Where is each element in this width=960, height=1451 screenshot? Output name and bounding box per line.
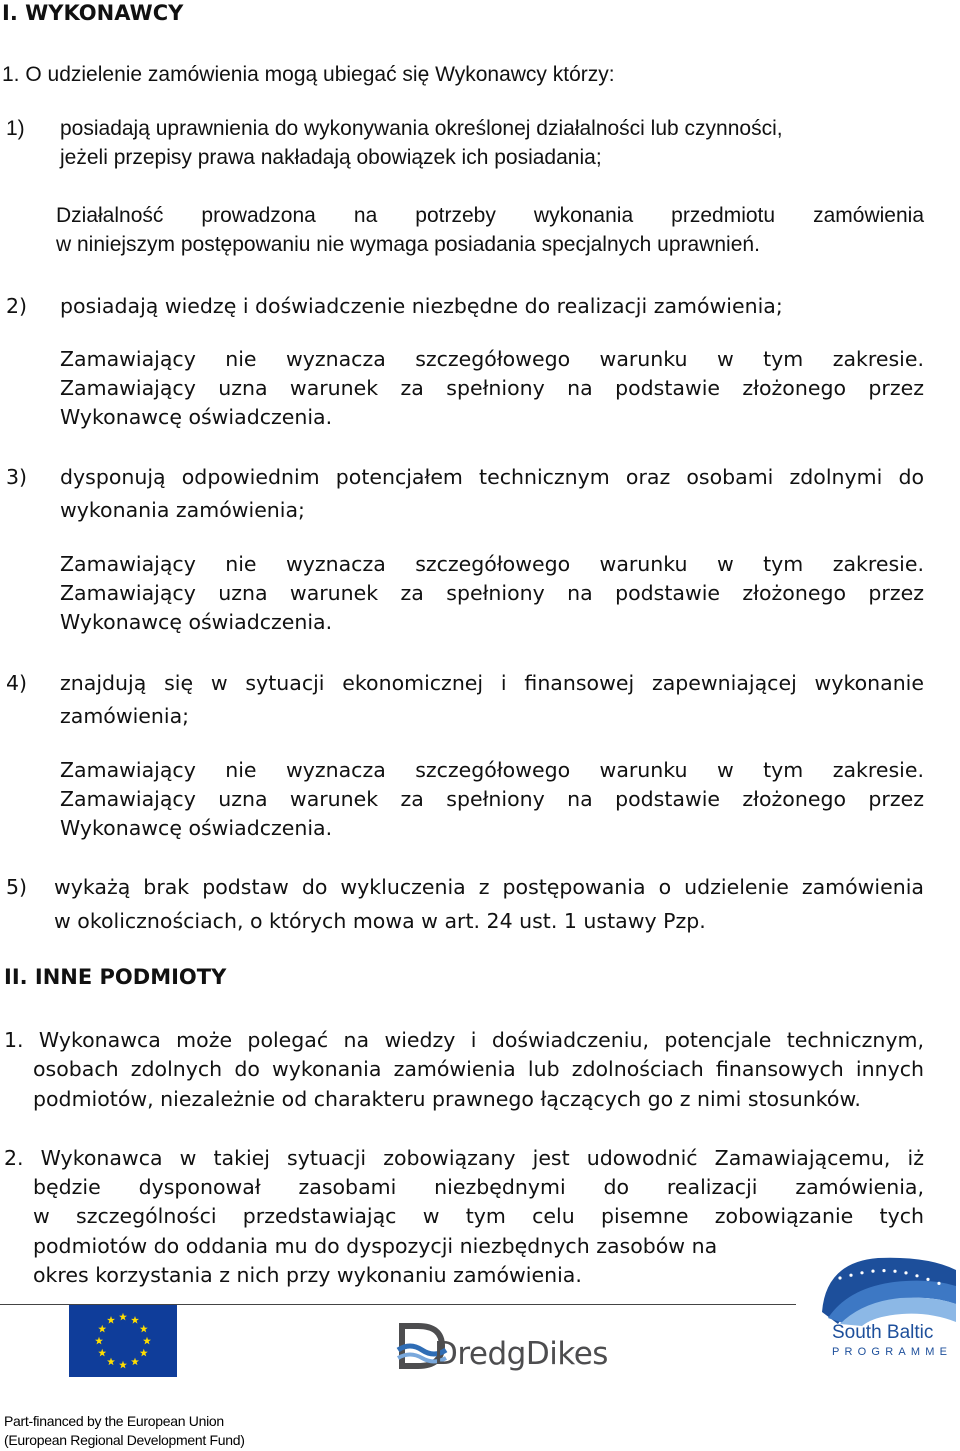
eu-flag-logo	[69, 1305, 177, 1377]
item-text-line: znajdują się w sytuacji ekonomicznej i finansowej zapewniającej wykonanie	[60, 671, 924, 695]
item-text	[60, 669, 924, 698]
section-heading-wykonawcy: I. WYKONAWCY	[2, 1, 184, 25]
item-text: zamówienia;	[60, 704, 190, 728]
item-note	[60, 550, 924, 608]
paragraph-2-cont	[33, 1173, 924, 1231]
paragraph-1-cont	[33, 1055, 924, 1084]
para-line: podmiotów, niezależnie od charakteru prawnego łączących go z nimi stosunków.	[33, 1087, 861, 1111]
para-line: będzie dysponował zasobami niezbędnymi do realizacji zamówienia,	[33, 1175, 924, 1199]
item-text	[54, 873, 924, 902]
item-text: posiadają uprawnienia do wykonywania określonej działalności lub czynności,	[60, 117, 783, 140]
item-note	[60, 756, 924, 814]
note-line: Zamawiający nie wyznacza szczegółowego warunku w tym zakresie.	[60, 758, 924, 782]
sbp-star-icon	[871, 1270, 874, 1273]
para-line: w szczególności przedstawiając w tym celu pisemne zobowiązanie tych	[33, 1204, 924, 1228]
item-text-line: dysponują odpowiednim potencjałem technicznym oraz osobami zdolnymi do	[60, 465, 924, 489]
para-line: podmiotów do oddania mu do dyspozycji niezbędnych zasobów na	[33, 1234, 718, 1258]
item-number: 1)	[6, 117, 25, 140]
note-line: Wykonawcę oświadczenia.	[60, 610, 333, 634]
note-line: Zamawiający nie wyznacza szczegółowego warunku w tym zakresie.	[60, 347, 924, 371]
dredgdikes-logo	[396, 1320, 606, 1376]
item-text: w okolicznościach, o których mowa w art. 24 ust. 1 ustawy Pzp.	[54, 909, 706, 933]
item-number: 5)	[6, 875, 28, 899]
item-text: jeżeli przepisy prawa nakładają obowiązek ich posiadania;	[60, 146, 602, 169]
note-line: Zamawiający uzna warunek za spełniony na podstawie złożonego przez	[60, 787, 924, 811]
intro-line: 1. O udzielenie zamówienia mogą ubiegać się Wykonawcy którzy:	[2, 63, 615, 86]
item-text: wykonania zamówienia;	[60, 498, 305, 522]
footer-funding-line2: (European Regional Development Fund)	[4, 1432, 245, 1448]
item-number: 4)	[6, 671, 28, 695]
sbp-star-icon	[904, 1271, 907, 1274]
item-note	[60, 345, 924, 403]
sbp-star-icon	[860, 1271, 863, 1274]
note-line: Zamawiający uzna warunek za spełniony na podstawie złożonego przez	[60, 376, 924, 400]
item-text-line: wykażą brak podstaw do wykluczenia z postępowania o udzielenie zamówienia	[54, 875, 924, 899]
item-text	[60, 463, 924, 492]
sbp-star-icon	[937, 1282, 940, 1285]
sbp-star-icon	[893, 1270, 896, 1273]
para-line: 2. Wykonawca w takiej sytuacji zobowiązany jest udowodnić Zamawiającemu, iż	[4, 1146, 924, 1170]
paragraph-1	[4, 1026, 924, 1055]
south-baltic-title: South Baltic	[832, 1322, 934, 1343]
south-baltic-wave-icon	[818, 1252, 960, 1326]
item-number: 2)	[6, 294, 28, 318]
item-text: posiadają wiedzę i doświadczenie niezbędne do realizacji zamówienia;	[60, 294, 783, 318]
item-note	[56, 201, 924, 230]
note-line: Wykonawcę oświadczenia.	[60, 405, 333, 429]
paragraph-2	[4, 1144, 924, 1173]
para-line: 1. Wykonawca może polegać na wiedzy i doświadczeniu, potencjale technicznym,	[4, 1028, 924, 1052]
dredgdikes-wordmark: DredgDikes	[434, 1336, 608, 1372]
note-line: w niniejszym postępowaniu nie wymaga posiadania specjalnych uprawnień.	[56, 233, 760, 256]
sbp-star-icon	[838, 1276, 841, 1279]
sbp-star-icon	[926, 1278, 929, 1281]
note-line: Zamawiający nie wyznacza szczegółowego warunku w tym zakresie.	[60, 552, 924, 576]
section-heading-inne-podmioty: II. INNE PODMIOTY	[4, 965, 227, 989]
sbp-star-icon	[882, 1269, 885, 1272]
note-line: Wykonawcę oświadczenia.	[60, 816, 333, 840]
sbp-star-icon	[849, 1274, 852, 1277]
item-number: 3)	[6, 465, 28, 489]
note-line: Działalność prowadzona na potrzeby wykonania przedmiotu zamówienia	[56, 204, 924, 227]
south-baltic-logo	[818, 1252, 960, 1362]
sbp-star-icon	[915, 1274, 918, 1277]
para-line: osobach zdolnych do wykonania zamówienia lub zdolnościach finansowych innych	[33, 1057, 924, 1081]
note-line: Zamawiający uzna warunek za spełniony na podstawie złożonego przez	[60, 581, 924, 605]
south-baltic-subtitle: PROGRAMME	[832, 1346, 953, 1358]
para-line: okres korzystania z nich przy wykonaniu zamówienia.	[33, 1263, 582, 1287]
footer-funding-line1: Part-financed by the European Union	[4, 1413, 224, 1429]
